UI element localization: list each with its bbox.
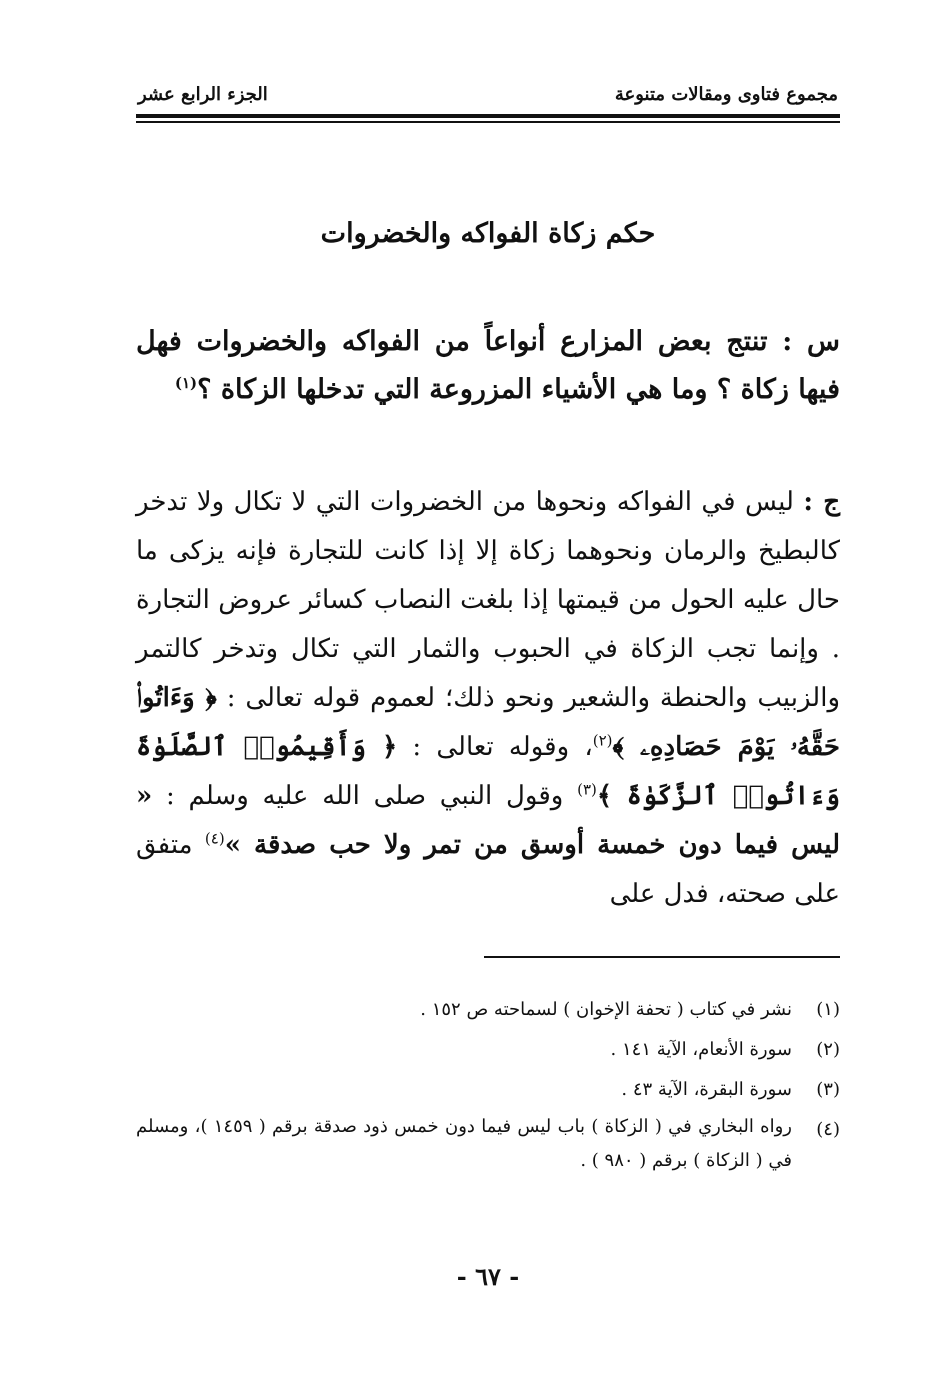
quran-verse-2: ﴿ وَأَقِيمُوا۟ ٱلصَّلَوٰةَ وَءَاتُوا۟ ٱلزَّكَوٰةَ ﴾ [136, 732, 841, 811]
question-text: تنتج بعض المزارع أنواعاً من الفواكه والخضروات فهل فيها زكاة ؟ وما هي الأشياء المزروعة التي تدخلها الزكاة ؟ [136, 326, 840, 405]
question-paragraph [136, 318, 840, 414]
volume-label: الجزء الرابع عشر [138, 84, 268, 105]
footnote-text: سورة البقرة، الآية ٤٣ . [621, 1079, 792, 1100]
footnotes-section [136, 990, 840, 1178]
footnote-ref-1: (١) [174, 374, 198, 392]
answer-text-part4: متفق على صحته، فدل على [136, 830, 840, 909]
page-title: حكم زكاة الفواكه والخضروات [320, 218, 656, 249]
footnote-ref-3: (٣) [577, 780, 597, 799]
footnote-number: (٤) [816, 1119, 840, 1140]
answer-text-part1: ليس في الفواكه ونحوها من الخضروات التي لا تكال ولا تدخر كالبطيخ والرمان ونحوهما زكاة إلا إذا كانت للتجارة فإنه يزكى ما حال عليه الحول من قيمتها إذا بلغت النصاب كسائر عروض التجارة . وإنما تجب الزكاة في الحبوب والثمار التي تكال وتدخر كالتمر والزبيب والحنطة والشعير ونحو ذلك؛ لعموم قوله تعالى : [136, 487, 841, 713]
quran-verse-1: ﴿ وَءَاتُوا۟ حَقَّهُۥ يَوْمَ حَصَادِهِۦ ﴾ [136, 683, 841, 762]
footnote-item [136, 1070, 840, 1110]
answer-text-part2: ، وقوله تعالى : [412, 732, 593, 762]
page-number: - ٦٧ - [456, 1262, 520, 1291]
footnote-item [136, 1030, 840, 1070]
footnote-number: (١) [816, 999, 840, 1020]
header-rule-thin [136, 121, 840, 123]
header-rule-thick [136, 114, 840, 118]
footnote-number: (٢) [816, 1039, 840, 1060]
footnote-text: نشر في كتاب ( تحفة الإخوان ) لسماحته ص ١٥٢ . [420, 999, 792, 1020]
answer-text-part3: وقول النبي صلى الله عليه وسلم : [166, 781, 564, 811]
footnote-item [136, 990, 840, 1030]
footnote-item [136, 1110, 840, 1178]
series-title: مجموع فتاوى ومقالات متنوعة [614, 84, 838, 105]
running-header [138, 84, 838, 112]
footnote-separator [484, 956, 840, 958]
hadith-quote: « ليس فيما دون خمسة أوسق من تمر ولا حب صدقة » [136, 781, 840, 860]
footnote-ref-4: (٤) [204, 829, 225, 848]
answer-paragraph [136, 478, 840, 919]
footnote-text: سورة الأنعام، الآية ١٤١ . [610, 1039, 792, 1060]
footnote-ref-2: (٢) [592, 731, 613, 750]
answer-prefix: ج : [803, 487, 841, 517]
footnote-number: (٣) [816, 1079, 840, 1100]
question-prefix: س : [782, 326, 841, 357]
footnote-text: رواه البخاري في ( الزكاة ) باب ليس فيما دون خمس ذود صدقة برقم ( ١٤٥٩ )، ومسلم في ( الزكاة ) برقم ( ٩٨٠ ) . [136, 1116, 792, 1171]
